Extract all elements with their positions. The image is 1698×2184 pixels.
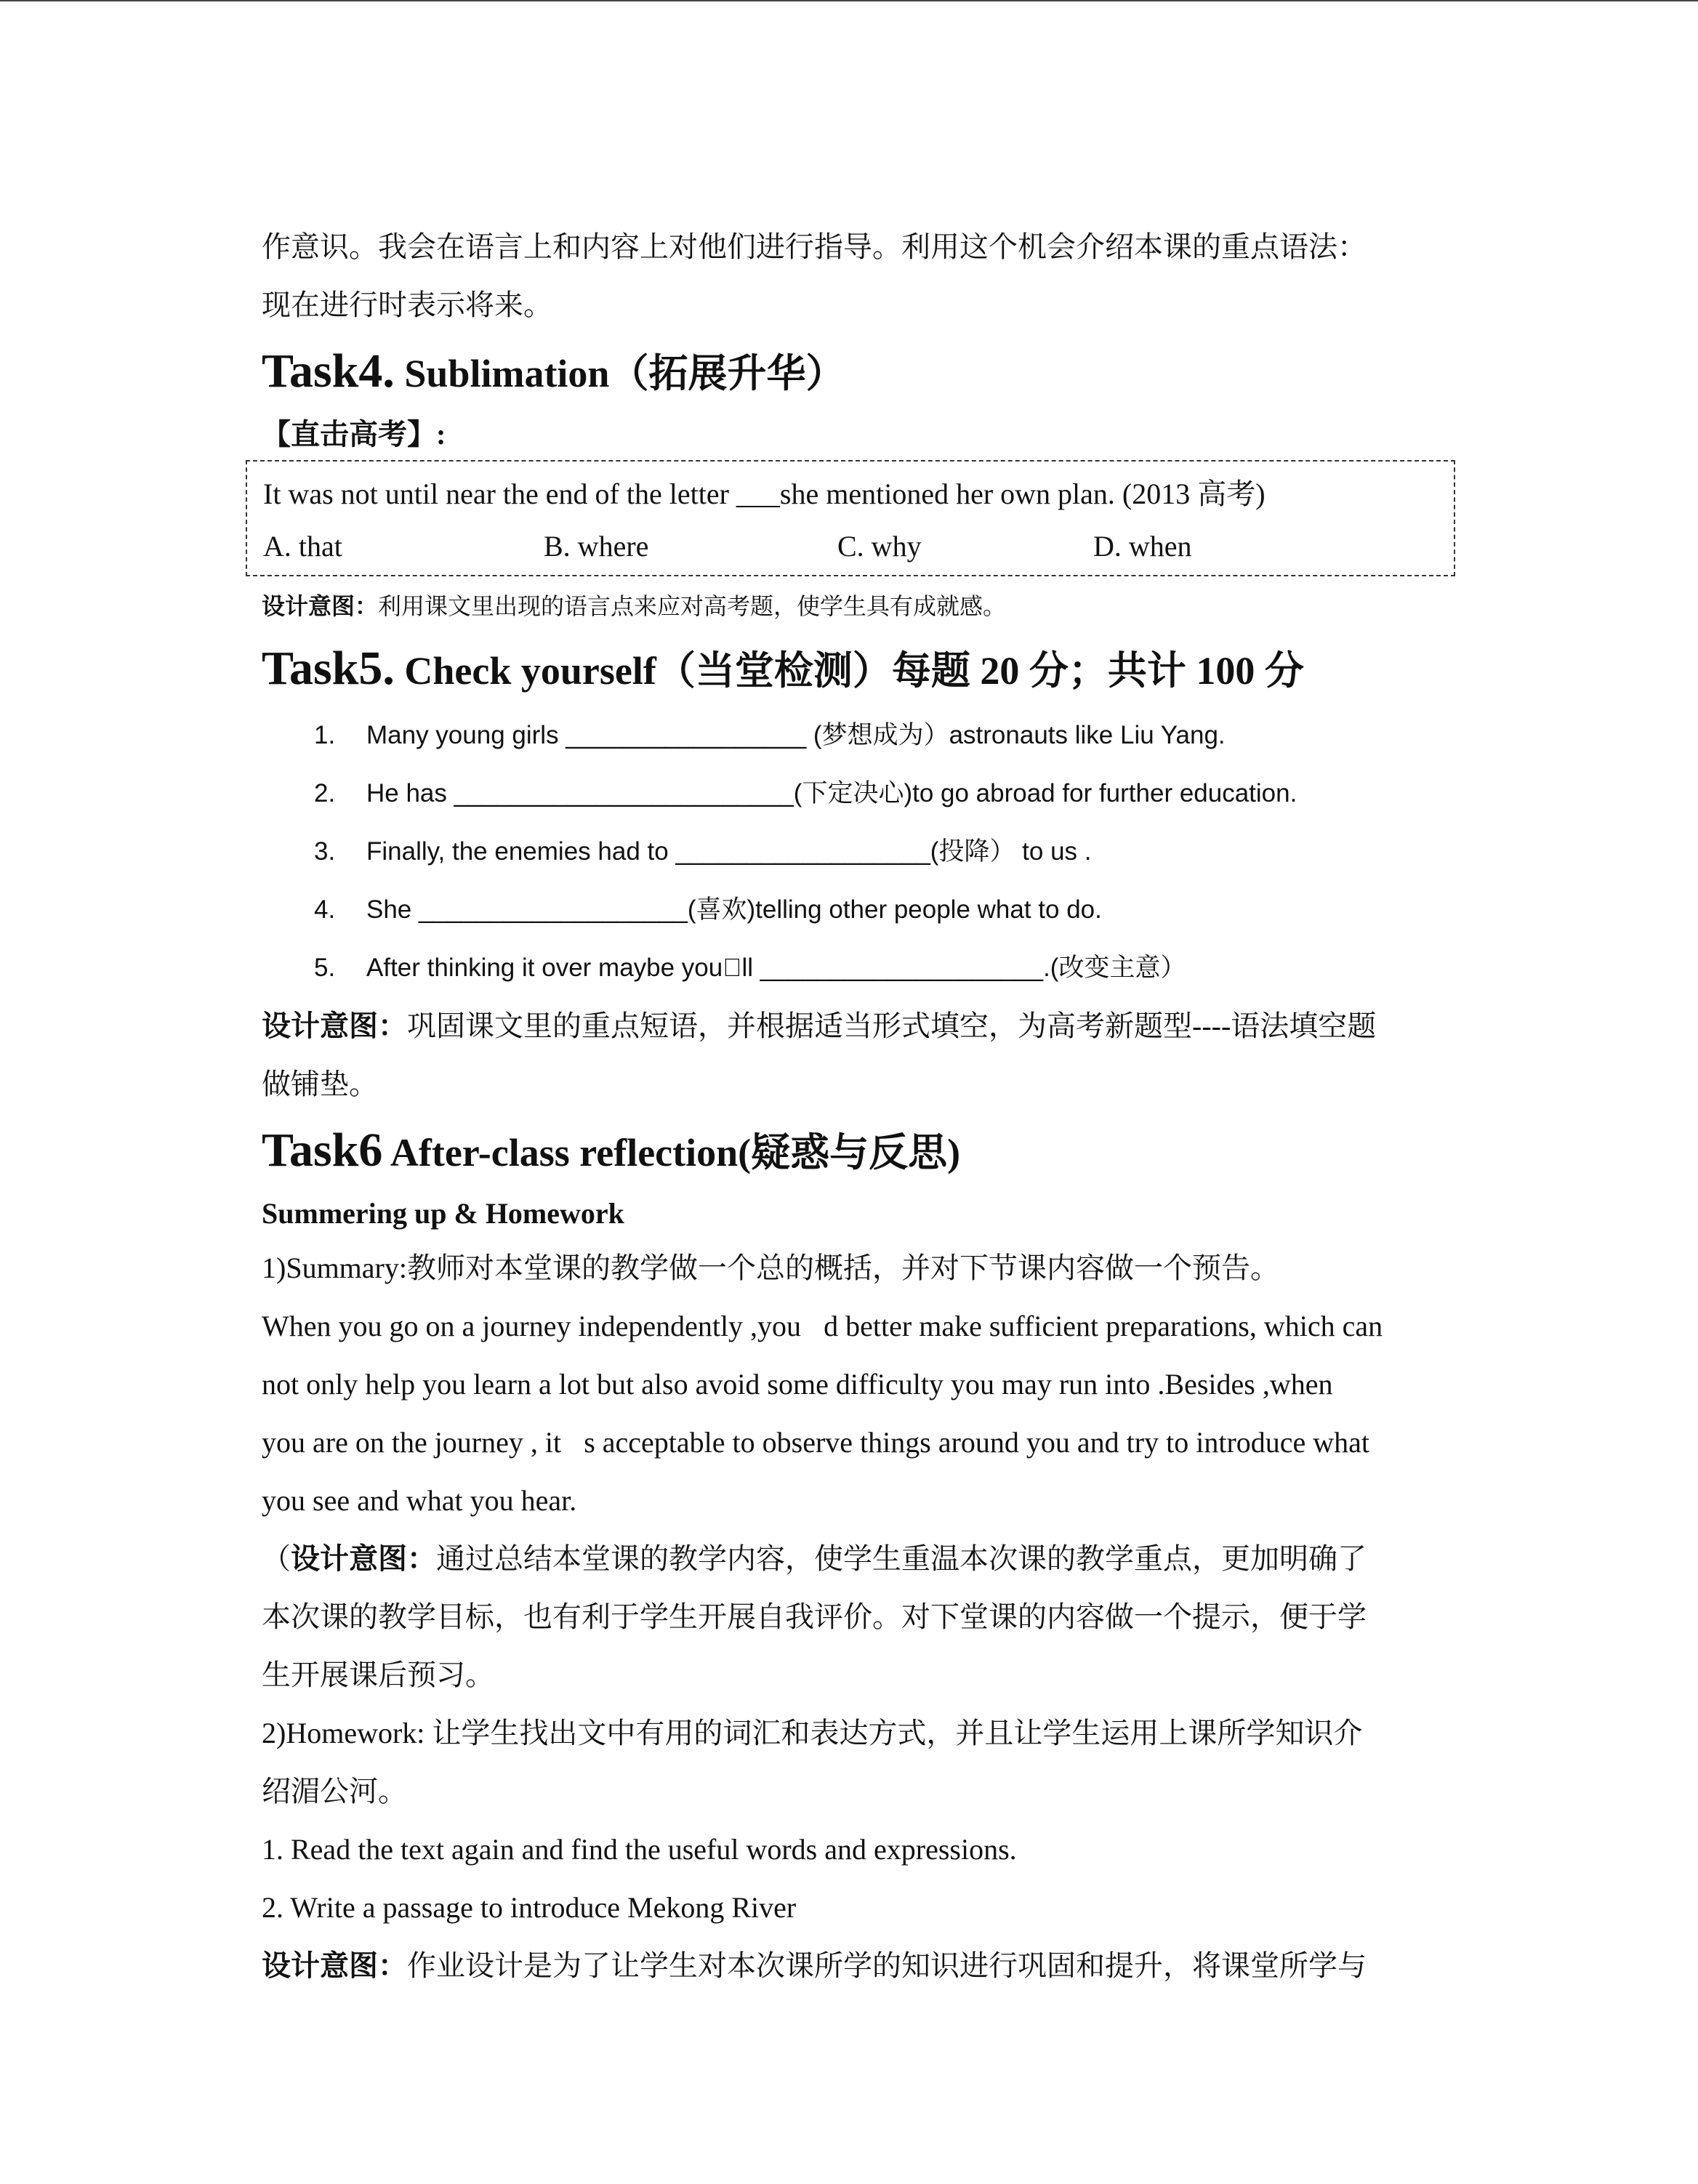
summary-line: 1)Summary:教师对本堂课的教学做一个总的概括，并对下节课内容做一个预告。	[262, 1252, 1279, 1284]
option-c: C. why	[837, 530, 922, 563]
task4-design-note	[262, 581, 1439, 632]
summary-paragraph-line-4: you see and what you hear.	[262, 1484, 577, 1517]
summering-heading: Summering up & Homework	[262, 1197, 624, 1230]
design-text: 利用课文里出现的语言点来应对高考题，使学生具有成就感。	[378, 593, 1007, 619]
design-note-2-line-3: 生开展课后预习。	[262, 1659, 494, 1691]
homework-line-1: 2)Homework: 让学生找出文中有用的词汇和表达方式，并且让学生运用上课所学知识介	[262, 1717, 1363, 1749]
design-label: 设计意图：	[291, 1542, 436, 1575]
task5-design-note-line-1: 设计意图：巩固课文里的重点短语，并根据适当形式填空，为高考新题型----语法填空题	[262, 1010, 1377, 1042]
summary-paragraph-line-1: When you go on a journey independently ,you d better make sufficient preparations, which can	[262, 1310, 1383, 1342]
task4-heading	[262, 340, 1439, 405]
intro-line-2: 现在进行时表示将来。	[262, 289, 552, 321]
check-yourself-list	[262, 706, 1439, 997]
gaokao-question-box	[246, 460, 1455, 576]
summary-paragraph-line-2: not only help you learn a lot but also avoid some difficulty you may run into .Besides ,when	[262, 1368, 1333, 1401]
task5-heading-number: Task5.	[262, 642, 395, 695]
option-d: D. when	[1093, 530, 1192, 563]
task4-heading-number: Task4.	[262, 344, 395, 398]
task6-heading-number: Task6	[262, 1124, 383, 1177]
list-item: 2. He has ________________________(下定决心)to go abroad for further education.	[314, 779, 1297, 807]
design-note-2-line-1: （设计意图：通过总结本堂课的教学内容，使学生重温本次课的教学重点，更加明确了	[262, 1542, 1367, 1575]
task5-heading	[262, 637, 1439, 702]
task4-heading-title: Sublimation（拓展升华）	[394, 352, 845, 395]
list-item: 1. Many young girls _________________ (梦想成为）astronauts like Liu Yang.	[314, 721, 1226, 749]
list-item: 5. After thinking it over maybe you ll ____________________.(改变主意）	[314, 954, 1186, 982]
design-note-2-line-2: 本次课的教学目标，也有利于学生开展自我评价。对下堂课的内容做一个提示，便于学	[262, 1600, 1367, 1633]
summary-paragraph-line-3: you are on the journey , it s acceptable to observe things around you and try to introduce what	[262, 1426, 1370, 1459]
task6-heading	[262, 1119, 1439, 1184]
task5-design-note-line-2: 做铺垫。	[262, 1068, 378, 1100]
intro-line-1: 作意识。我会在语言上和内容上对他们进行指导。利用这个机会介绍本课的重点语法：	[262, 230, 1367, 263]
page-top-border	[0, 0, 1698, 1]
homework-line-2: 绍湄公河。	[262, 1775, 407, 1808]
option-a: A. that	[263, 530, 342, 563]
document-page	[262, 218, 1439, 1995]
homework-item-2: 2. Write a passage to introduce Mekong River	[262, 1891, 797, 1924]
design-label: 设计意图：	[262, 1010, 407, 1042]
design-note-3: 设计意图：作业设计是为了让学生对本次课所学的知识进行巩固和提升，将课堂所学与	[262, 1949, 1367, 1982]
gaokao-question: It was not until near the end of the letter ___she mentioned her own plan. (2013 高考)	[263, 478, 1266, 510]
design-label: 设计意图：	[262, 1949, 407, 1982]
option-b: B. where	[544, 530, 649, 563]
gaokao-label: 【直击高考】:	[262, 418, 446, 451]
gaokao-options	[263, 520, 1439, 573]
task5-heading-title: Check yourself（当堂检测）每题 20 分；共计 100 分	[394, 649, 1304, 693]
list-item: 3. Finally, the enemies had to __________________(投降） to us .	[314, 837, 1092, 866]
task6-heading-title: After-class reflection(疑惑与反思)	[382, 1131, 961, 1174]
homework-item-1: 1. Read the text again and find the useful words and expressions.	[262, 1833, 1017, 1866]
design-label: 设计意图：	[262, 593, 379, 619]
list-item: 4. She ___________________(喜欢)telling other people what to do.	[314, 895, 1102, 924]
